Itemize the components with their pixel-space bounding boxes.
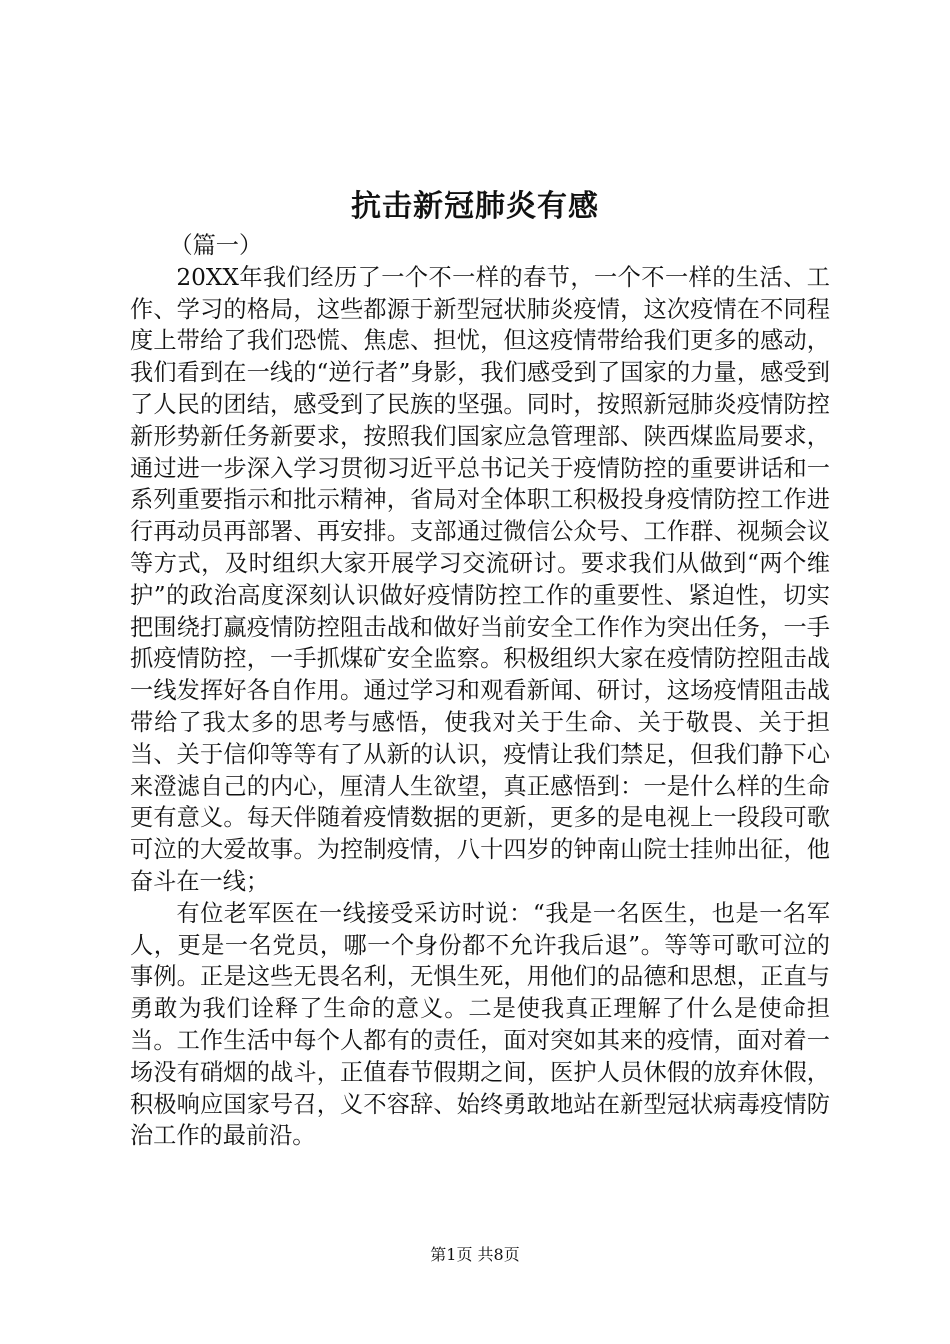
paragraph-2: 有位老军医在一线接受采访时说：“我是一名医生，也是一名军人，更是一名党员，哪一个身份都不允许我后退”。等等可歌可泣的事例。正是这些无畏名利，无惧生死，用他们的品德和思想，正直与勇敢为我们诠释了生命的意义。二是使我真正理解了什么是使命担当。工作生活中每个人都有的责任，面对突如其来的疫情，面对着一场没有硝烟的战斗，正值春节假期之间，医护人员休假的放弃休假，积极响应国家号召，义不容辞、始终勇敢地站在新型冠状病毒疫情防治工作的最前沿。	[130, 899, 830, 1150]
section-label: （篇一）	[169, 232, 263, 259]
document-title: 抗击新冠肺炎有感	[351, 189, 599, 224]
page-indicator: 第1页 共8页	[430, 1245, 520, 1264]
paragraph-1: 20XX年我们经历了一个不一样的春节，一个不一样的生活、工作、学习的格局，这些都源于新型冠状肺炎疫情，这次疫情在不同程度上带给了我们恐慌、焦虑、担忧，但这疫情带给我们更多的感动，我们看到在一线的“逆行者”身影，我们感受到了国家的力量，感受到了人民的团结，感受到了民族的坚强。同时，按照新冠肺炎疫情防控新形势新任务新要求，按照我们国家应急管理部、陕西煤监局要求，通过进一步深入学习贯彻习近平总书记关于疫情防控的重要讲话和一系列重要指示和批示精神，省局对全体职工积极投身疫情防控工作进行再动员再部署、再安排。支部通过微信公众号、工作群、视频会议等方式，及时组织大家开展学习交流研讨。要求我们从做到“两个维护”的政治高度深刻认识做好疫情防控工作的重要性、紧迫性，切实把围绕打赢疫情防控阻击战和做好当前安全工作作为突出任务，一手抓疫情防控，一手抓煤矿安全监察。积极组织大家在疫情防控阻击战一线发挥好各自作用。通过学习和观看新闻、研讨，这场疫情阻击战带给了我太多的思考与感悟，使我对关于生命、关于敬畏、关于担当、关于信仰等等有了从新的认识，疫情让我们禁足，但我们静下心来澄滤自己的内心，厘清人生欲望，真正感悟到：一是什么样的生命更有意义。每天伴随着疫情数据的更新，更多的是电视上一段段可歌可泣的大爱故事。为控制疫情，八十四岁的钟南山院士挂帅出征，他奋斗在一线；	[130, 263, 830, 895]
document-body	[130, 230, 830, 1152]
